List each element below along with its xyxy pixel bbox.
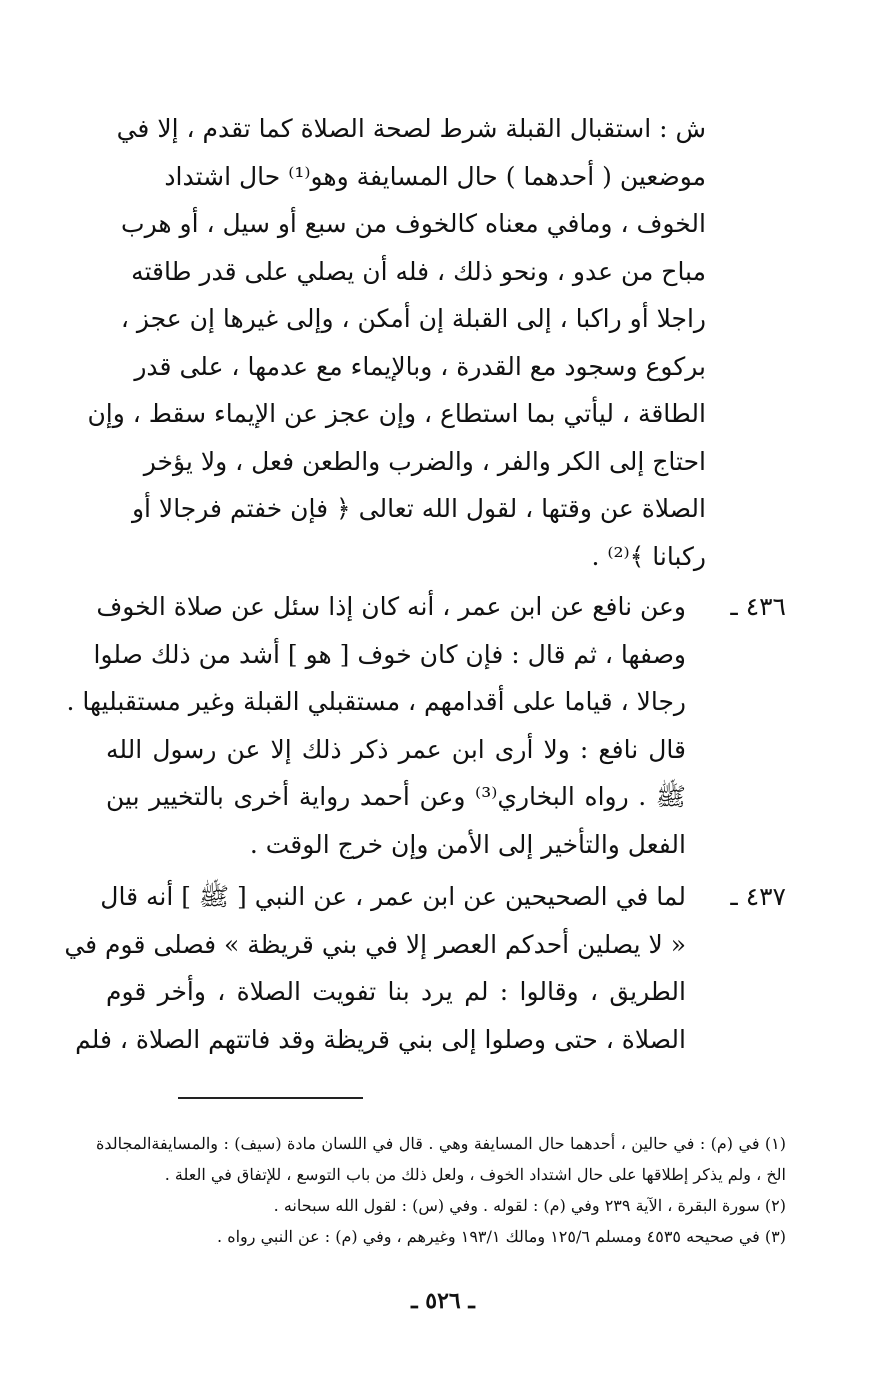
- commentary-paragraph: [87, 105, 706, 580]
- footnotes: [96, 1128, 786, 1252]
- text-line: احتاج إلى الكر والفر ، والضرب والطعن فعل ، ولا يؤخر: [143, 446, 706, 476]
- text-line: ركبانا ﴾⁽²⁾ .: [591, 541, 706, 571]
- text-line: رجالا ، قياما على أقدامهم ، مستقبلي القبلة وغير مستقبليها .: [66, 687, 686, 716]
- text-line: ﷺ . رواه البخاري⁽³⁾ وعن أحمد رواية أخرى بالتخيير بين: [106, 782, 686, 811]
- hadith-number: ٤٣٧ ـ: [730, 882, 786, 911]
- text-line: راجلا أو راكبا ، إلى القبلة إن أمكن ، وإلى غيرها إن عجز ،: [120, 304, 706, 333]
- text-line: قال نافع : ولا أرى ابن عمر ذكر ذلك إلا عن رسول الله: [106, 734, 686, 764]
- hadith-text: [64, 873, 686, 1063]
- text-line: وعن نافع عن ابن عمر ، أنه كان إذا سئل عن صلاة الخوف: [96, 592, 686, 621]
- text-line: الخوف ، ومافي معناه كالخوف من سبع أو سيل ، أو هرب: [121, 209, 706, 238]
- text-line: وصفها ، ثم قال : فإن كان خوف [ هو ] أشد من ذلك صلوا: [93, 639, 686, 669]
- text-line: الطريق ، وقالوا : لم يرد بنا تفويت الصلاة ، وأخر قوم: [106, 977, 686, 1006]
- text-line: الطاقة ، ليأتي بما استطاع ، وإن عجز عن الإيماء سقط ، وإن: [87, 399, 706, 428]
- text-line: « لا يصلين أحدكم العصر إلا في بني قريظة » فصلى قوم في: [64, 929, 686, 959]
- footnote-line: (٣) في صحيحه ٤٥٣٥ ومسلم ١٢٥/٦ ومالك ١٩٣/١ وغيرهم ، وفي (م) : عن النبي رواه .: [217, 1227, 786, 1246]
- page-number: ـ ٥٢٦ ـ: [411, 1288, 475, 1314]
- text-line: بركوع وسجود مع القدرة ، وبالإيماء مع عدمها ، على قدر: [134, 351, 706, 381]
- text-line: مباح من عدو ، ونحو ذلك ، فله أن يصلي على قدر طاقته: [131, 256, 706, 286]
- footnote-line: (٢) سورة البقرة ، الآية ٢٣٩ وفي (م) : لقوله . وفي (س) : لقول الله سبحانه .: [273, 1196, 786, 1215]
- footnote-line: الخ ، ولم يذكر إطلاقها على حال اشتداد الخوف ، ولعل ذلك من باب التوسع ، للإتفاق في العلة .: [164, 1165, 786, 1184]
- footnote-line: (١) في (م) : في حالين ، أحدهما حال المسايفة وهي . قال في اللسان مادة (سيف) : والمسايفةالمجالدة: [96, 1134, 786, 1153]
- text-line: الصلاة ، حتى وصلوا إلى بني قريظة وقد فاتتهم الصلاة ، فلم: [75, 1024, 686, 1054]
- text-line: لما في الصحيحين عن ابن عمر ، عن النبي [ ﷺ ] أنه قال: [100, 882, 686, 911]
- text-line: موضعين ( أحدهما ) حال المسايفة وهو⁽¹⁾ حال اشتداد: [164, 161, 706, 191]
- hadith-number: ٤٣٦ ـ: [730, 592, 786, 621]
- text-line: ش : استقبال القبلة شرط لصحة الصلاة كما تقدم ، إلا في: [116, 114, 706, 143]
- text-line: الفعل والتأخير إلى الأمن وإن خرج الوقت .: [249, 829, 686, 859]
- footnote-separator: [178, 1097, 363, 1099]
- text-line: الصلاة عن وقتها ، لقول الله تعالى ﴿ فإن خفتم فرجالا أو: [131, 494, 706, 523]
- hadith-text: [66, 583, 686, 868]
